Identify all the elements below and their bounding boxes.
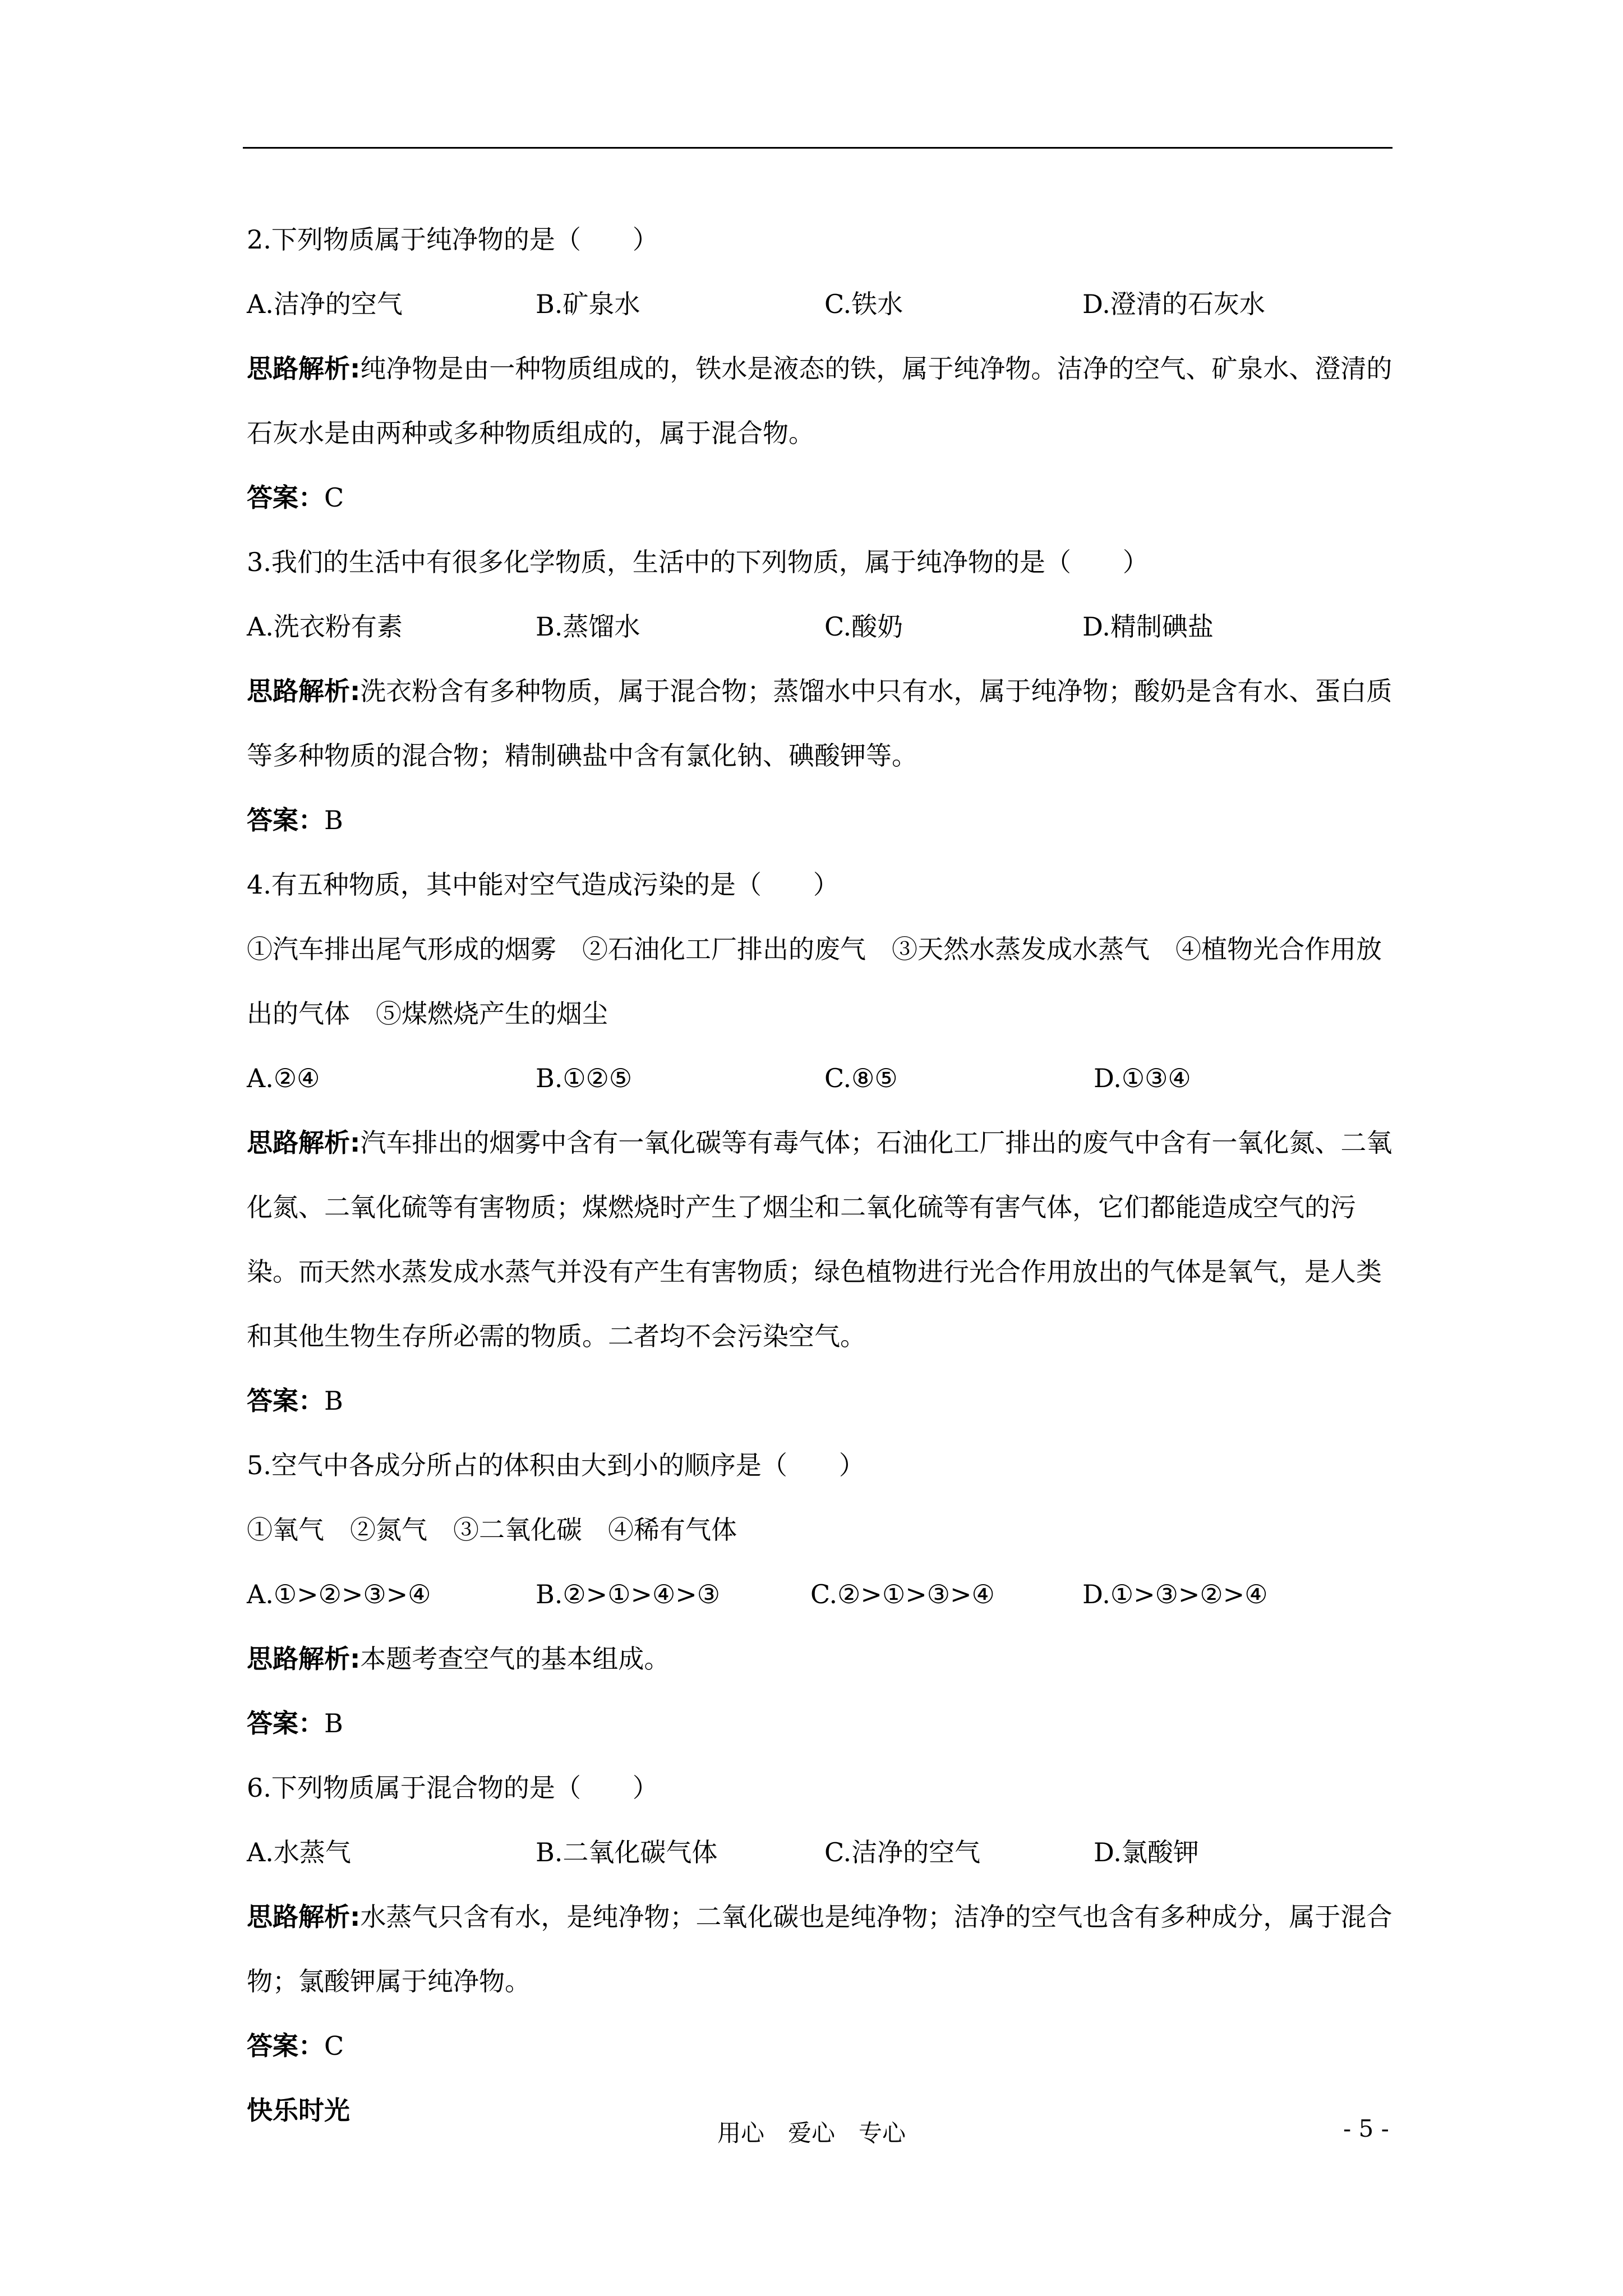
question-3-options [247,595,1394,659]
analysis-text: 纯净物是由一种物质组成的，铁水是液态的铁，属于纯净物。洁净的空气、矿泉水、澄清的石灰水是由两种或多种物质组成的，属于混合物。 [247,353,1393,448]
answer-value: B [324,1386,343,1416]
question-4-option-b: B.①②⑤ [536,1063,633,1093]
question-2-options [247,272,1394,337]
question-3-analysis [247,659,1394,788]
question-5-options [247,1562,1394,1627]
question-6-answer [247,2014,1394,2078]
footer-motto: 用心 爱心 专心 [717,2119,906,2147]
question-5-option-b: B.②>①>④>③ [536,1579,721,1609]
question-4-stem: 4.有五种物质，其中能对空气造成污染的是（ ） [247,869,839,900]
question-4-answer [247,1369,1394,1433]
header-rule [243,147,1393,149]
question-4-option-d: D.①③④ [1094,1063,1191,1093]
question-2-option-a: A.洁净的空气 [247,289,403,319]
answer-label: 答案： [247,482,324,513]
question-2-option-d: D.澄清的石灰水 [1082,289,1265,319]
question-5-analysis [247,1627,1394,1691]
analysis-label: 思路解析: [247,1644,361,1674]
question-6-analysis [247,1885,1394,2014]
question-4-statement: ①汽车排出尾气形成的烟雾 ②石油化工厂排出的废气 ③天然水蒸发成水蒸气 ④植物光合作用放出的气体 ⑤煤燃烧产生的烟尘 [247,934,1382,1029]
question-6-option-c: C.洁净的空气 [824,1837,981,1867]
page-number: - 5 - [1343,2115,1389,2142]
analysis-text: 本题考查空气的基本组成。 [360,1644,670,1674]
analysis-label: 思路解析: [247,353,361,384]
question-6-option-b: B.二氧化碳气体 [536,1837,718,1867]
question-4-option-c: C.⑧⑤ [824,1063,898,1093]
question-5-stem: 5.空气中各成分所占的体积由大到小的顺序是（ ） [247,1450,865,1480]
answer-label: 答案： [247,805,324,835]
answer-value: C [324,482,344,513]
question-5-option-a: A.①>②>③>④ [247,1579,431,1609]
answer-value: C [324,2031,344,2061]
section-title: 快乐时光 [247,2095,350,2125]
question-6-stem: 6.下列物质属于混合物的是（ ） [247,1773,658,1803]
question-2-answer [247,466,1394,530]
analysis-label: 思路解析: [247,1902,361,1932]
analysis-text: 水蒸气只含有水，是纯净物；二氧化碳也是纯净物；洁净的空气也含有多种成分，属于混合物；氯酸钾属于纯净物。 [247,1902,1393,1996]
question-5-option-d: D.①>③>②>④ [1082,1579,1268,1609]
question-5-answer [247,1691,1394,1756]
question-4-options [247,1046,1394,1111]
answer-value: B [324,805,343,835]
answer-label: 答案： [247,1708,324,1738]
question-2-analysis [247,337,1394,466]
document-body [247,208,1394,2143]
question-3-option-c: C.酸奶 [824,611,903,642]
question-6-options [247,1820,1394,1885]
question-3-answer [247,788,1394,853]
question-2-option-c: C.铁水 [824,289,903,319]
question-5-option-c: C.②>①>③>④ [810,1579,995,1609]
answer-label: 答案： [247,1386,324,1416]
analysis-text: 汽车排出的烟雾中含有一氧化碳等有毒气体；石油化工厂排出的废气中含有一氧化氮、二氧化氮、二氧化硫等有害物质；煤燃烧时产生了烟尘和二氧化硫等有害气体，它们都能造成空气的污染。而天然水蒸发成水蒸气并没有产生有害物质；绿色植物进行光合作用放出的气体是氧气，是人类和其他生物生存所必需的物质。二者均不会污染空气。 [247,1128,1393,1351]
question-6-option-a: A.水蒸气 [247,1837,351,1867]
answer-label: 答案： [247,2031,324,2061]
analysis-label: 思路解析: [247,1128,361,1158]
question-4-analysis [247,1111,1394,1369]
question-3-option-b: B.蒸馏水 [536,611,640,642]
question-2-stem: 2.下列物质属于纯净物的是（ ） [247,224,658,255]
answer-value: B [324,1708,343,1738]
question-3-option-d: D.精制碘盐 [1082,611,1214,642]
question-3-stem: 3.我们的生活中有很多化学物质，生活中的下列物质，属于纯净物的是（ ） [247,547,1149,577]
analysis-label: 思路解析: [247,676,361,706]
question-6-option-d: D.氯酸钾 [1094,1837,1199,1867]
question-3-option-a: A.洗衣粉有素 [247,611,403,642]
analysis-text: 洗衣粉含有多种物质，属于混合物；蒸馏水中只有水，属于纯净物；酸奶是含有水、蛋白质等多种物质的混合物；精制碘盐中含有氯化钠、碘酸钾等。 [247,676,1393,771]
question-5-statement: ①氧气 ②氮气 ③二氧化碳 ④稀有气体 [247,1515,737,1545]
question-4-option-a: A.②④ [247,1063,320,1093]
question-2-option-b: B.矿泉水 [536,289,640,319]
